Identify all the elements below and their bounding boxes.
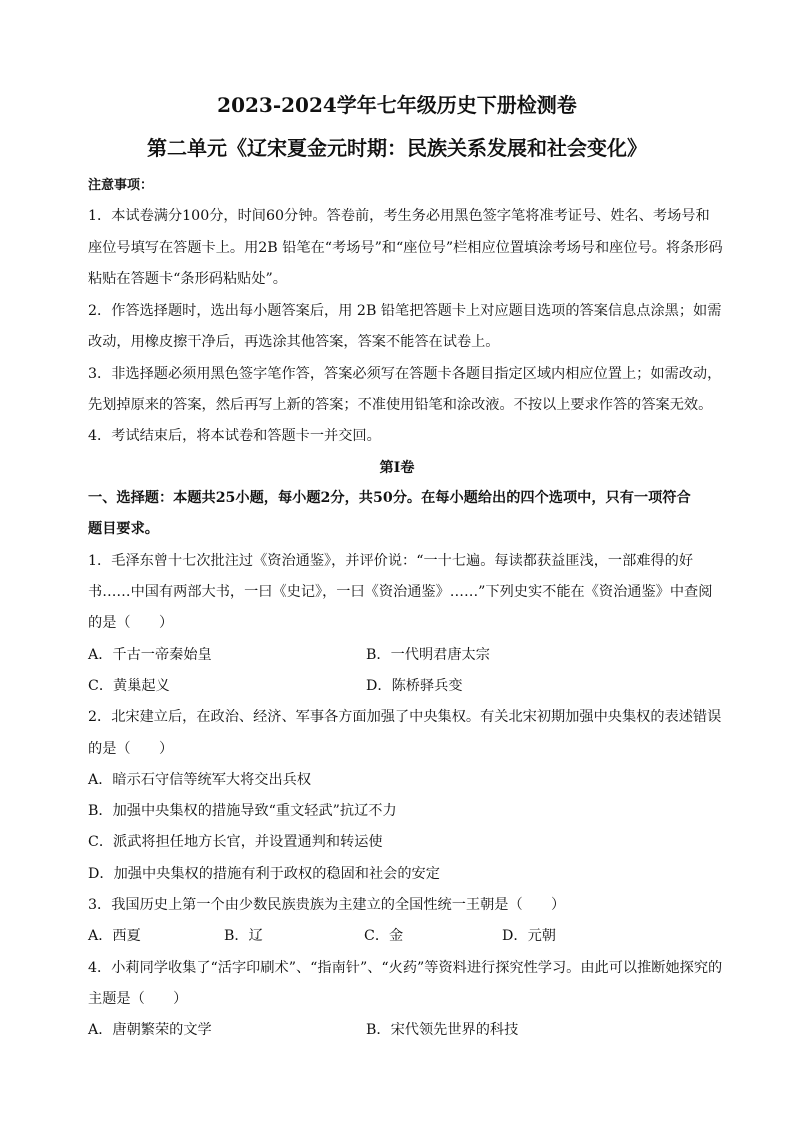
question-4-option-a: A．唐朝繁荣的文学 — [88, 1022, 212, 1038]
notice-line: 2．作答选择题时，选出每小题答案后，用 2B 铅笔把答题卡上对应题目选项的答案信息点涂黑；如需 — [88, 303, 722, 319]
question-2-option-c: C．派武将担任地方长官，并设置通判和转运使 — [88, 834, 383, 850]
notice-line: 3．非选择题必须用黑色签字笔作答，答案必须写在答题卡各题目指定区域内相应位置上；如需改动， — [88, 366, 722, 382]
question-1-stem: 的是（ ） — [88, 615, 174, 631]
question-4-stem: 主题是（ ） — [88, 991, 188, 1007]
question-1-option-a: A．千古一帝秦始皇 — [88, 647, 212, 663]
notice-line: 粘贴在答题卡“条形码粘贴处”。 — [88, 271, 287, 287]
notice-line: 先划掉原来的答案，然后再写上新的答案；不准使用铅笔和涂改液。不按以上要求作答的答案无效。 — [88, 397, 713, 413]
question-1-stem: 书……中国有两部大书，一曰《史记》，一曰《资治通鉴》……”下列史实不能在《资治通鉴》中查阅 — [88, 584, 713, 600]
section-instruction: 题目要求。 — [88, 521, 159, 537]
question-1-option-d: D．陈桥驿兵变 — [366, 678, 463, 694]
notice-line: 改动，用橡皮擦干净后，再选涂其他答案，答案不能答在试卷上。 — [88, 334, 500, 350]
question-4-option-b: B．宋代领先世界的科技 — [366, 1022, 519, 1038]
section-instruction: 一、选择题：本题共25小题，每小题2分，共50分。在每小题给出的四个选项中，只有一项符合 — [88, 490, 691, 506]
question-3-stem: 3．我国历史上第一个由少数民族贵族为主建立的全国性统一王朝是（ ） — [88, 897, 566, 913]
question-1-stem: 1．毛泽东曾十七次批注过《资治通鉴》，并评价说：“一十七遍。每读都获益匪浅，一部难得的好 — [88, 553, 694, 569]
section-heading: 第Ⅰ卷 — [379, 460, 415, 476]
question-3-option-d: D．元朝 — [502, 928, 556, 944]
question-3-option-c: C．金 — [364, 928, 404, 944]
notice-line: 座位号填写在答题卡上。用2B 铅笔在“考场号”和“座位号”栏相应位置填涂考场号和座位号。将条形码 — [88, 240, 723, 256]
notice-heading: 注意事项： — [88, 178, 154, 193]
notice-line: 1．本试卷满分100分，时间60分钟。答卷前，考生务必用黑色签字笔将准考证号、姓名、考场号和 — [88, 208, 710, 224]
question-1-option-b: B．一代明君唐太宗 — [366, 647, 490, 663]
question-3-option-b: B．辽 — [224, 928, 263, 944]
question-2-stem: 的是（ ） — [88, 741, 174, 757]
question-1-option-c: C．黄巢起义 — [88, 678, 170, 694]
question-2-option-d: D．加强中央集权的措施有利于政权的稳固和社会的安定 — [88, 866, 440, 882]
question-2-stem: 2．北宋建立后，在政治、经济、军事各方面加强了中央集权。有关北宋初期加强中央集权的表述错误 — [88, 709, 722, 725]
unit-subtitle: 第二单元《辽宋夏金元时期：民族关系发展和社会变化》 — [147, 136, 647, 160]
exam-title: 2023-2024学年七年级历史下册检测卷 — [217, 93, 577, 117]
question-4-stem: 4．小莉同学收集了“活字印刷术”、“指南针”、“火药”等资料进行探究性学习。由此可以推断她探究的 — [88, 960, 723, 976]
question-3-option-a: A．西夏 — [88, 928, 141, 944]
notice-line: 4．考试结束后，将本试卷和答题卡一并交回。 — [88, 428, 381, 444]
question-2-option-a: A．暗示石守信等统军大将交出兵权 — [88, 772, 312, 788]
question-2-option-b: B．加强中央集权的措施导致“重文轻武”抗辽不力 — [88, 803, 397, 819]
